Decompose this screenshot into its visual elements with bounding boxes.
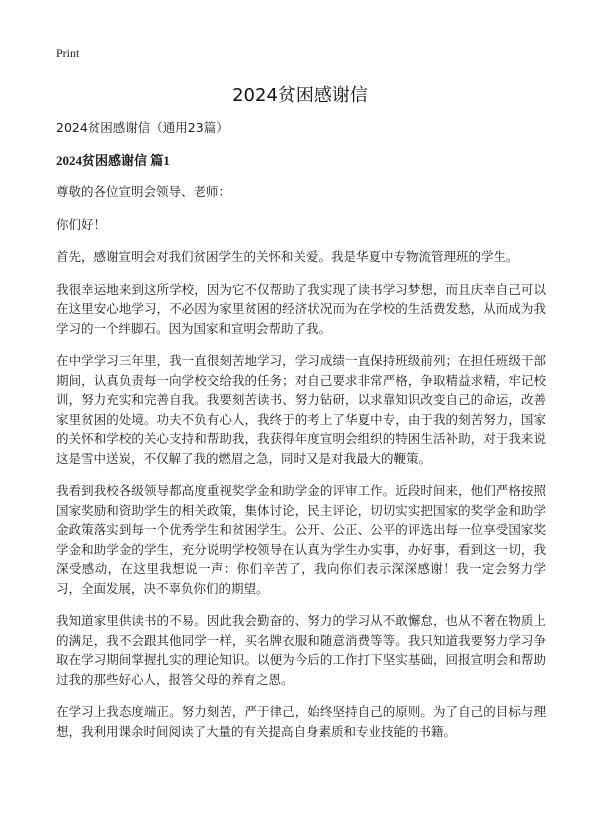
body-paragraph: 在学习上我态度端正。努力刻苦，严于律己，始终坚持自己的原则。为了自己的目标与理想，我利用课余时间阅读了大量的有关提高自身素质和专业技能的书籍。 xyxy=(56,704,546,739)
body-paragraph: 我知道家里供读书的不易。因此我会勤奋的、努力的学习从不敢懈怠，也从不奢在物质上的满足，我不会跟其他同学一样，买名牌衣服和随意消费等等。我只知道我要努力学习争取在学习期间掌握扎实的理论知识。以便为今后的工作打下坚实基础，回报宣明会和帮助过我的那些好心人，报答父母的养育之恩。 xyxy=(56,613,546,687)
body-paragraph: 在中学学习三年里，我一直很刻苦地学习，学习成绩一直保持班级前列；在担任班级干部期间，认真负责每一向学校交给我的任务；对自己要求非常严格，争取精益求精，牢记校训，努力充实和完善自我。我要刻苦读书、努力钻研，以求靠知识改变自己的命运，改善家里贫困的处境。功夫不负有心人，我终于的考上了华夏中专，由于我的刻苦努力，国家的关怀和学校的关心支持和帮助我，我获得年度宣明会组织的特困生活补助，对于我来说这是雪中送炭，不仅解了我的燃眉之急，同时又是对我最大的鞭策。 xyxy=(56,353,546,466)
salutation: 尊敬的各位宣明会领导、老师： xyxy=(56,184,232,199)
section-heading: 2024贫困感谢信 篇1 xyxy=(56,153,170,168)
body-paragraph: 我看到我校各级领导都高度重视奖学金和助学金的评审工作。近段时间来，他们严格按照国家奖励和资助学生的相关政策，集体讨论，民主评论，切切实实把国家的奖学金和助学金政策落实到每一个优秀学生和贫困学生。公开、公正、公平的评选出每一位享受国家奖学金和助学金的学生，充分说明学校领导在认真为学生办实事，办好事，看到这一切，我深受感动，在这里我想说一声：你们辛苦了，我向你们表示深深感谢！我一定会努力学习，全面发展，决不辜负你们的期望。 xyxy=(56,483,546,596)
print-link[interactable]: Print xyxy=(56,46,80,60)
page-title: 2024贫困感谢信 xyxy=(232,85,368,106)
body-paragraph: 我很幸运地来到这所学校，因为它不仅帮助了我实现了读书学习梦想，而且庆幸自己可以在这里安心地学习，不必因为家里贫困的经济状况而为在学校的生活费发愁，从而成为我学习的一个绊脚石。因为国家和宣明会帮助了我。 xyxy=(56,281,546,336)
article-body xyxy=(56,118,546,754)
greeting: 你们好！ xyxy=(56,216,107,232)
article-subtitle: 2024贫困感谢信（通用23篇） xyxy=(56,120,229,135)
body-paragraph: 首先，感谢宣明会对我们贫困学生的关怀和关爱。我是华夏中专物流管理班的学生。 xyxy=(56,249,519,264)
